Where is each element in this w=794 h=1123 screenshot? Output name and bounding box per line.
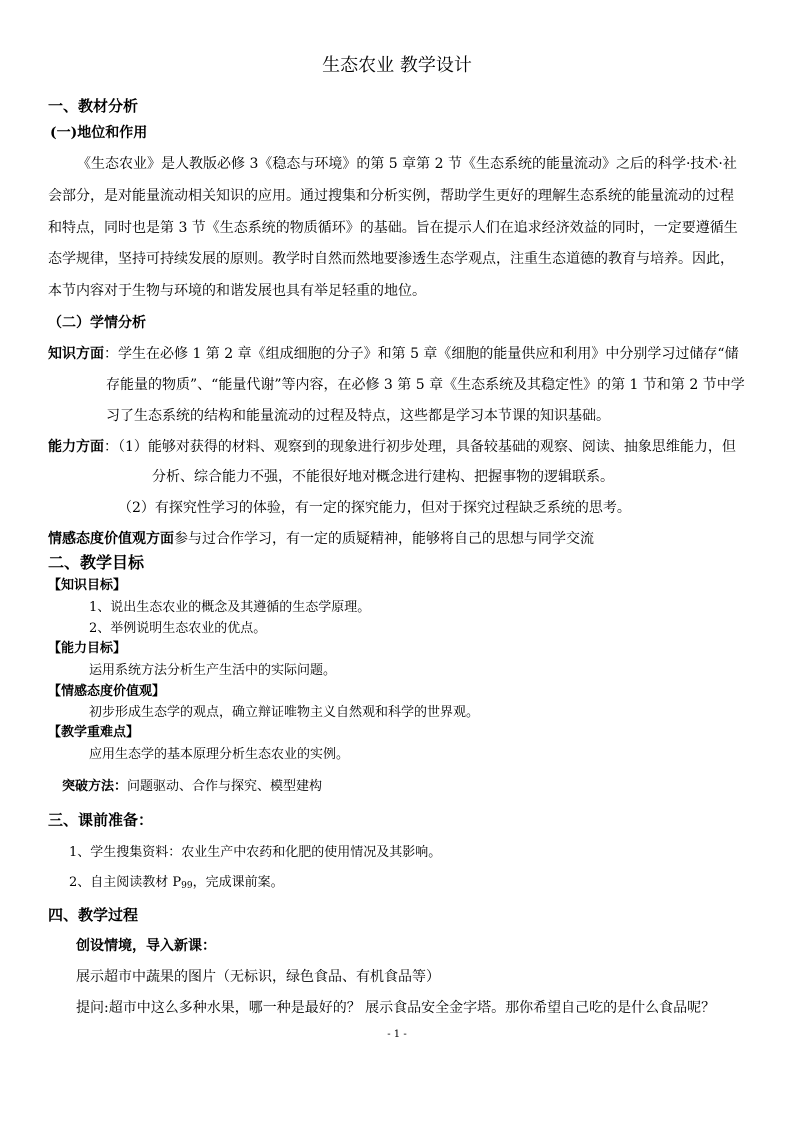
attitude-aspect-line [48,529,594,549]
method-line [62,777,322,797]
prep-item-2 [69,873,284,896]
knowledge-aspect-line-2: 存能量的物质”、“能量代谢”等内容，在必修 3 第 5 章《生态系统及其稳定性》的第 1 节和第 2 节中学 [106,377,745,393]
attitude-goal-text: 初步形成生态学的观点，确立辩证唯物主义自然观和科学的世界观。 [89,705,480,720]
page-number: - 1 - [387,1029,407,1040]
knowledge-goal-heading: 【知识目标】 [48,578,127,593]
prep-item-2-suffix: ，完成课前案。 [192,875,284,890]
process-line-1: 展示超市中蔬果的图片（无标识，绿色食品、有机食品等） [76,969,440,985]
paragraph-line-3: 和特点，同时也是第 3 节《生态系统的物质循环》的基础。旨在提示人们在追求经济效益的同时，一定要遵循生 [48,220,738,236]
key-points-text: 应用生态学的基本原理分析生态农业的实例。 [89,747,350,762]
method-label: 突破方法： [62,779,128,794]
section-1-heading: 一、教材分析 [48,97,139,115]
paragraph-line-1: 《生态农业》是人教版必修 3《稳态与环境》的第 5 章第 2 节《生态系统的能量流动》之后的科学·技术·社 [77,156,737,172]
knowledge-aspect-label: 知识方面 [48,346,104,362]
attitude-goal-heading: 【情感态度价值观】 [48,684,166,699]
ability-aspect-label: 能力方面 [48,439,104,455]
prep-item-2-page: 99 [181,881,193,891]
ability-goal-text: 运用系统方法分析生产生活中的实际问题。 [89,663,337,678]
section-4-heading: 四、教学过程 [48,906,139,924]
process-line-2: 提问:超市中这么多种水果，哪一种是最好的？ 展示食品安全金字塔。那你希望自己吃的是什么食品呢？ [76,1000,716,1016]
subsection-1-heading: (一)地位和作用 [50,125,148,141]
knowledge-aspect-line-1 [48,344,739,364]
ability-aspect-line-1 [48,437,736,457]
knowledge-aspect-text: ：学生在必修 1 第 2 章《组成细胞的分子》和第 5 章《细胞的能量供应和利用》中分别学习过储存“储 [104,346,739,362]
attitude-aspect-text: 参与过合作学习，有一定的质疑精神，能够将自己的思想与同学交流 [174,531,594,547]
knowledge-aspect-line-3: 习了生态系统的结构和能量流动的过程及特点，这些都是学习本节课的知识基础。 [106,408,610,424]
intro-heading: 创设情境，导入新课： [76,938,216,954]
prep-item-1: 1、学生搜集资料：农业生产中农药和化肥的使用情况及其影响。 [69,845,442,860]
key-points-heading: 【教学重难点】 [48,725,140,740]
section-2-heading: 二、教学目标 [48,553,145,572]
prep-item-2-prefix: 2、自主阅读教材 P [69,875,182,890]
method-text: 问题驱动、合作与探究、模型建构 [127,779,323,794]
knowledge-goal-item-2: 2、举例说明生态农业的优点。 [89,621,267,636]
paragraph-line-4: 态学规律，坚持可持续发展的原则。教学时自然而然地要渗透生态学观点，注重生态道德的教育与培养。因此， [48,251,734,267]
knowledge-goal-item-1: 1、说出生态农业的概念及其遵循的生态学原理。 [89,600,371,615]
paragraph-line-2: 会部分，是对能量流动相关知识的应用。通过搜集和分析实例，帮助学生更好的理解生态系统的能量流动的过程 [48,188,734,204]
attitude-aspect-label: 情感态度价值观方面 [48,531,174,547]
subsection-2-heading: （二）学情分析 [48,315,146,331]
document-title: 生态农业 教学设计 [322,55,472,76]
ability-goal-heading: 【能力目标】 [48,641,127,656]
ability-aspect-line-2: 分析、综合能力不强，不能很好地对概念进行建构、把握事物的逻辑联系。 [152,469,614,485]
paragraph-line-5: 本节内容对于生物与环境的和谐发展也具有举足轻重的地位。 [48,283,426,299]
ability-aspect-line-3: （2）有探究性学习的体验，有一定的探究能力，但对于探究过程缺乏系统的思考。 [118,500,631,516]
section-3-heading: 三、课前准备： [48,811,154,829]
ability-aspect-text: ：（1）能够对获得的材料、观察到的现象进行初步处理，具备较基础的观察、阅读、抽象思维能力，但 [104,439,736,455]
